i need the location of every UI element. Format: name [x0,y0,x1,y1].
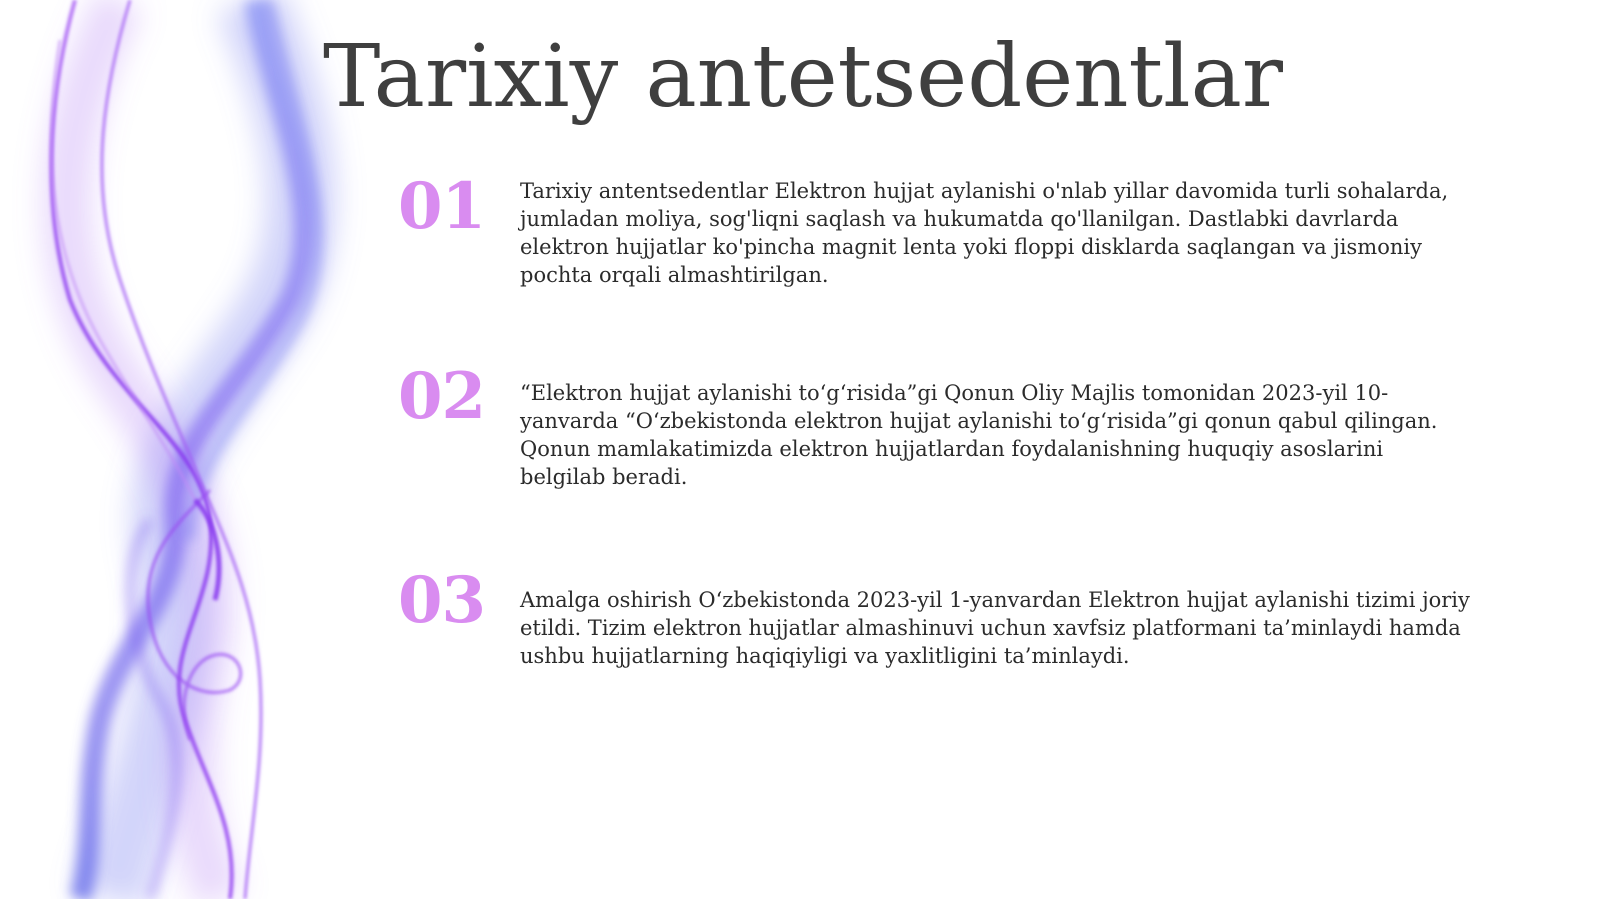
slide-title: Tarixiy antetsedentlar [323,27,1283,127]
item-number: 01 [398,169,486,244]
item-number: 03 [398,563,486,638]
item-number: 02 [398,359,486,434]
item-text: “Elektron hujjat aylanishi to‘g‘risida”gi Qonun Oliy Majlis tomonidan 2023-yil 10-yanvarda “O‘zbekistonda elektron hujjat aylanishi to‘g‘risida”gi qonun qabul qilingan. Qonun mamlakatimizda elektron hujjatlardan foydalanishning huquqiy asoslarini belgilab beradi. [520,381,1438,489]
item-text: Amalga oshirish O‘zbekistonda 2023-yil 1-yanvardan Elektron hujjat aylanishi tizimi joriy etildi. Tizim elektron hujjatlar almashinuvi uchun xavfsiz platformani ta’minlaydi hamda ushbu hujjatlarning haqiqiyligi va yaxlitligini ta’minlaydi. [520,588,1470,668]
purple-smoke-decoration [0,0,380,899]
item-text: Tarixiy antentsedentlar Elektron hujjat aylanishi o'nlab yillar davomida turli sohalarda, jumladan moliya, sog'liqni saqlash va hukumatda qo'llanilgan. Dastlabki davrlarda elektron hujjatlar ko'pincha magnit lenta yoki floppi disklarda saqlangan va jismoniy pochta orqali almashtirilgan. [520,179,1449,287]
